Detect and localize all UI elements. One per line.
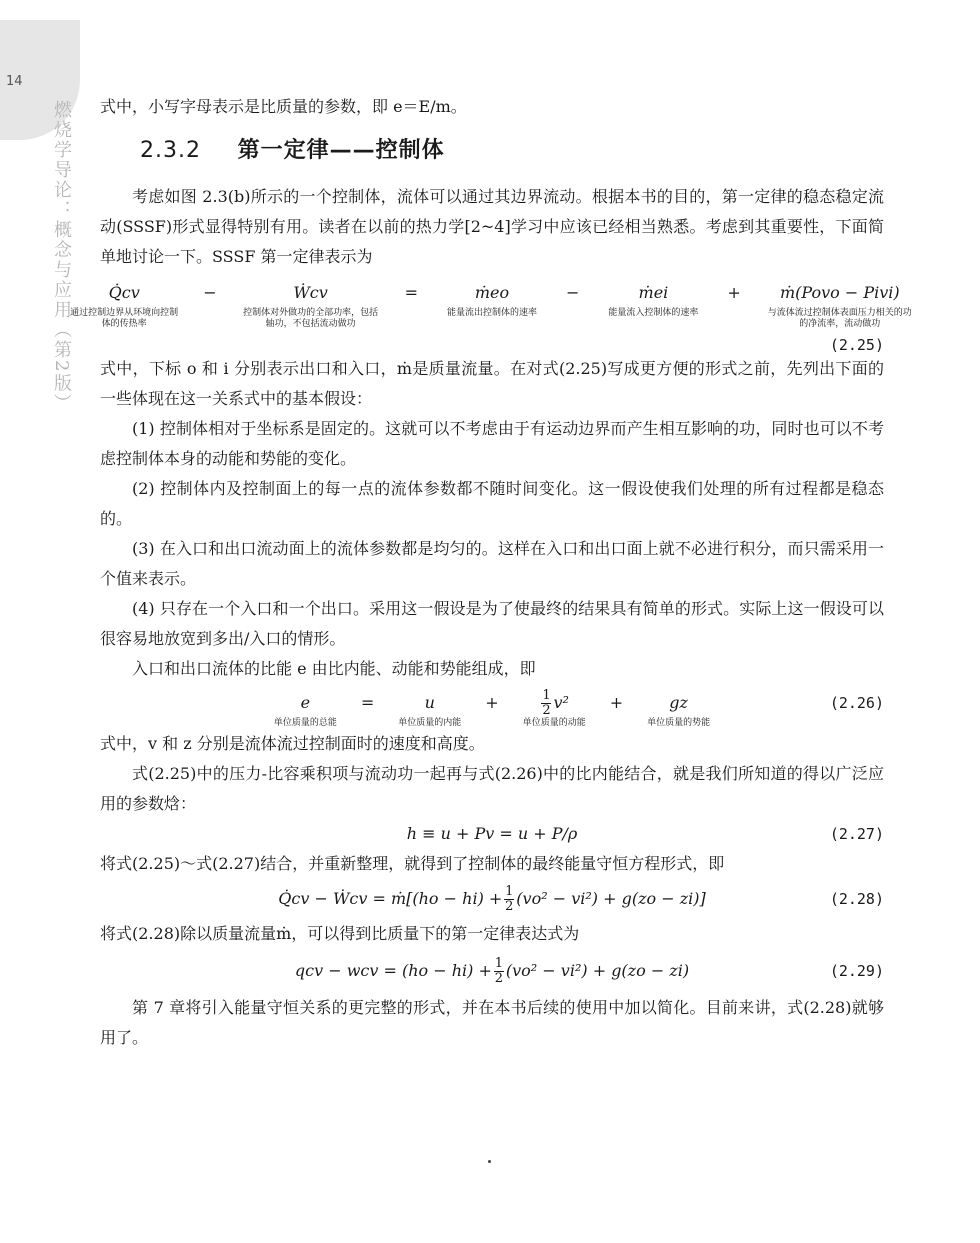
eq26-caption-v2: 单位质量的动能: [522, 718, 586, 728]
paragraph-combine: 将式(2.25)～式(2.27)结合，并重新整理，就得到了控制体的最终能量守恒方程形式，即: [100, 854, 725, 873]
eq27-number: (2.27): [829, 825, 884, 843]
eq26-op3: +: [609, 693, 624, 712]
paragraph-enthalpy: 式(2.25)中的压力-比容乘积项与流动功一起再与式(2.26)中的比内能结合，就是我们所知道的得以广泛应用的参数焓：: [100, 764, 884, 813]
paragraph-velocity-height: 式中，v 和 z 分别是流体流过控制面时的速度和高度。: [100, 734, 485, 753]
eq29-number: (2.29): [829, 962, 884, 980]
equation-2-27: [100, 819, 884, 849]
assumption-4: (4) 只存在一个入口和一个出口。采用这一假设是为了使最终的结果具有简单的形式。实际上这一假设可以很容易地放宽到多出/入口的情形。: [100, 599, 884, 648]
eq25-term-heat: Q̇cv: [108, 283, 140, 302]
eq25-caption-in: 能量流入控制体的速率: [608, 308, 699, 318]
eq25-term-in: ṁei: [638, 283, 669, 302]
equation-2-26: [100, 688, 884, 729]
equation-2-28: [100, 879, 884, 919]
page-content: [70, 92, 912, 1053]
eq25-number: (2.25): [829, 336, 884, 354]
eq26-caption-gz: 单位质量的势能: [647, 718, 711, 728]
eq25-op2: =: [404, 283, 418, 302]
eq25-term-work: Ẇcv: [293, 283, 328, 302]
eq26-number: (2.26): [829, 694, 884, 712]
eq25-op3: −: [566, 283, 580, 302]
equation-2-29: [100, 949, 884, 993]
eq26-frac-num: 1: [542, 688, 551, 703]
eq25-caption-flow-work: 与流体流过控制体表面压力相关的功的净流率，流动做功: [767, 308, 912, 329]
assumption-2: (2) 控制体内及控制面上的每一点的流体参数都不随时间变化。这一假设使我们处理的所有过程都是稳态的。: [100, 479, 884, 528]
paragraph-subscripts: 式中，下标 o 和 i 分别表示出口和入口，ṁ是质量流量。在对式(2.25)写成更方便的形式之前，先列出下面的一些体现在这一关系式中的基本假设：: [100, 359, 884, 408]
eq25-term-out: ṁeo: [474, 283, 510, 302]
eq25-term-flow-work: ṁ(Povo − Pivi): [779, 283, 900, 302]
equation-2-25: [70, 278, 912, 330]
paragraph-control-volume: 考虑如图 2.3(b)所示的一个控制体，流体可以通过其边界流动。根据本书的目的，第一定律的稳态稳定流动(SSSF)形式显得特别有用。读者在以前的热力学[2~4]学习中应该已经相当熟悉。考虑到其重要性，下面简单地讨论一下。SSSF 第一定律表示为: [100, 187, 884, 266]
eq28-right: (vo² − vi²) + g(zo − zi)]: [516, 889, 706, 908]
eq25-op1: −: [203, 283, 217, 302]
eq29-right: (vo² − vi²) + g(zo − zi): [505, 961, 690, 980]
eq26-frac-den: 2: [542, 703, 551, 718]
eq28-frac-num: 1: [505, 883, 514, 899]
eq29-frac-num: 1: [494, 955, 504, 971]
section-heading: [140, 136, 884, 166]
paragraph-intro: 式中，小写字母表示是比质量的参数，即 e＝E/m。: [100, 97, 467, 116]
eq26-caption-u: 单位质量的内能: [398, 718, 462, 728]
section-title: 第一定律——控制体: [237, 138, 445, 163]
eq25-caption-heat: 通过控制边界从环境向控制体的传热率: [70, 308, 179, 329]
eq26-term-gz: gz: [669, 693, 688, 712]
page-number: 14: [6, 74, 23, 89]
eq29-frac-den: 2: [494, 970, 504, 986]
eq28-number: (2.28): [829, 890, 884, 908]
eq26-term-e: e: [300, 693, 311, 712]
eq25-caption-work: 控制体对外做功的全部功率，包括轴功，不包括流动做功: [243, 308, 379, 329]
assumption-1: (1) 控制体相对于坐标系是固定的。这就可以不考虑由于有运动边界而产生相互影响的功，同时也可以不考虑控制体本身的动能和势能的变化。: [100, 419, 884, 468]
book-side-title: 燃烧学导论：概念与应用（第2版）: [51, 100, 72, 414]
eq28-left: Q̇cv − Ẇcv = ṁ[(ho − hi) +: [278, 889, 503, 908]
paragraph-specific-energy: 入口和出口流体的比能 e 由比内能、动能和势能组成，即: [132, 659, 536, 678]
section-number: 2.3.2: [140, 138, 201, 163]
page-dot-mark: [488, 1160, 491, 1163]
assumption-3: (3) 在入口和出口流动面上的流体参数都是均匀的。这样在入口和出口面上就不必进行积分，而只需采用一个值来表示。: [100, 539, 884, 588]
paragraph-divide: 将式(2.28)除以质量流量ṁ，可以得到比质量下的第一定律表达式为: [100, 924, 580, 943]
eq26-op1: =: [360, 693, 375, 712]
eq25-op4: +: [727, 283, 741, 302]
paragraph-chapter7: 第 7 章将引入能量守恒关系的更完整的形式，并在本书后续的使用中加以简化。目前来讲，式(2.28)就够用了。: [100, 998, 884, 1047]
eq26-caption-e: 单位质量的总能: [273, 718, 337, 728]
eq26-op2: +: [485, 693, 499, 712]
eq25-caption-out: 能量流出控制体的速率: [446, 308, 537, 318]
eq27-expression: h ≡ u + Pv = u + P/ρ: [406, 824, 578, 843]
eq26-term-v2: v²: [553, 693, 569, 712]
eq28-frac-den: 2: [505, 898, 514, 914]
eq26-term-u: u: [424, 693, 435, 712]
eq29-left: qcv − wcv = (ho − hi) +: [294, 961, 492, 980]
